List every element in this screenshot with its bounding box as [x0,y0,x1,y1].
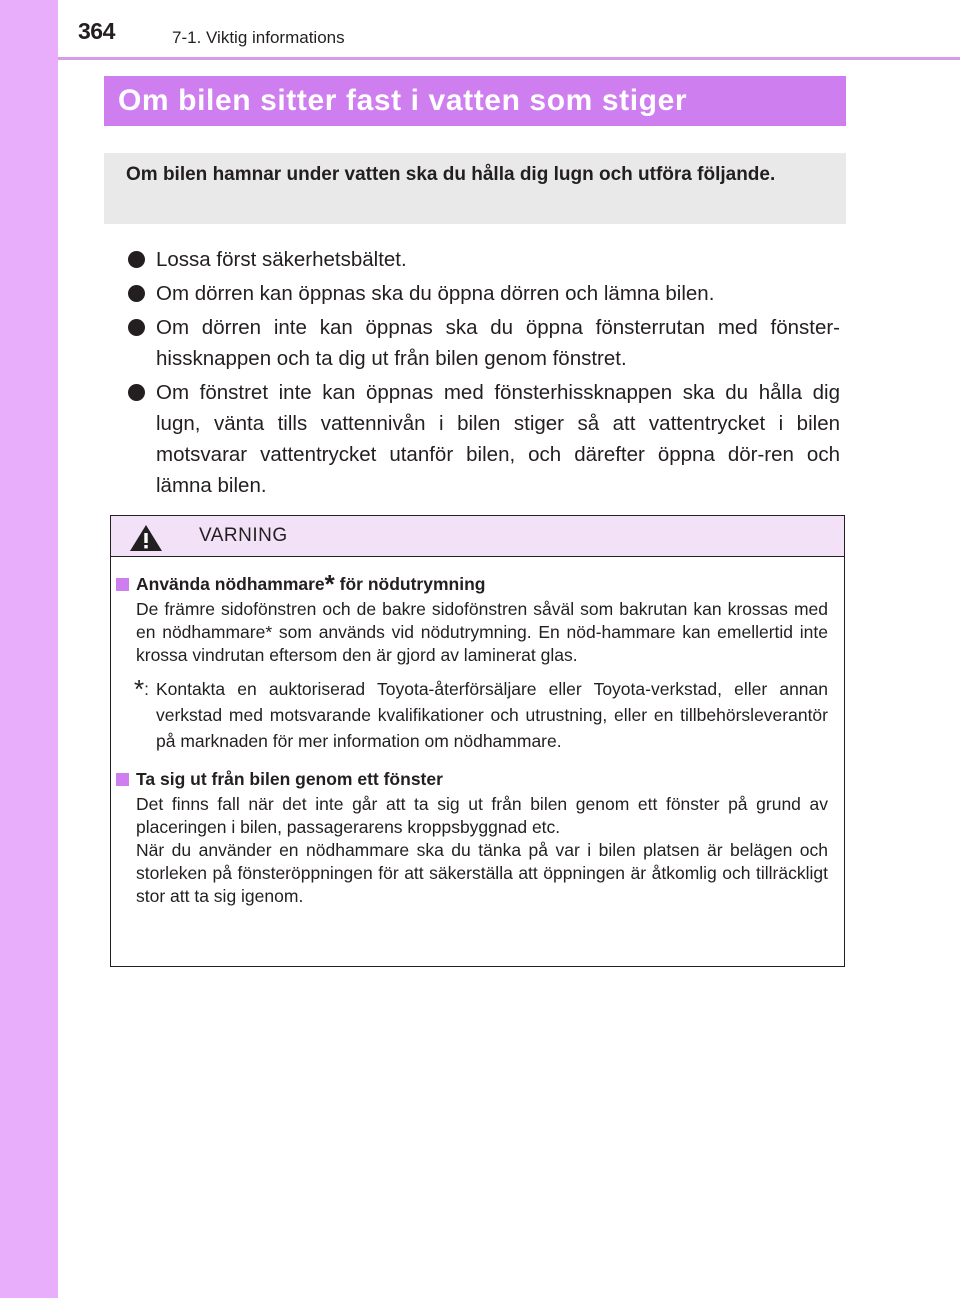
footnote-mark: *: [134,674,149,704]
warning-section-text: De främre sidofönstren och de bakre sidofönstren såväl som bakrutan kan krossas med en nödhammare* som används vid nödutrymning. En nöd-hammare kan emellertid inte krossa vindrutan eftersom den är gjord av laminerat glas. [136,599,828,665]
footnote [136,676,828,754]
warning-box [110,515,845,967]
warning-body [111,569,844,908]
list-item [126,312,840,374]
warning-title: VARNING [199,525,288,546]
side-color-band [0,0,58,1298]
warning-triangle-icon [129,524,163,552]
warning-section-heading [136,569,828,599]
section-label: 7-1. Viktig informations [172,28,345,47]
list-item [126,244,840,275]
bullet-dot-icon [128,251,145,268]
list-item [126,377,840,501]
bullet-dot-icon [128,285,145,302]
warning-header [111,516,844,557]
page-number: 364 [78,18,115,44]
page-title: Om bilen sitter fast i vatten som stiger [118,84,688,117]
heading-text: Använda nödhammare [136,574,325,594]
header-rule [58,57,960,60]
list-item-text: Lossa först säkerhetsbältet. [156,248,407,271]
title-bar [104,76,846,126]
warning-section-text: När du använder en nödhammare ska du tänka på var i bilen platsen är belägen och storleken på fönsteröppningen för att säkerställa att öppningen är åtkomlig och tillräckligt stor att ta sig igenom. [136,840,828,906]
bullet-dot-icon [128,319,145,336]
list-item-text: Om fönstret inte kan öppnas med fönsterhissknappen ska du hålla dig lugn, vänta tills vattennivån i bilen stiger så att vattentrycket i bilen motsvarar vattentrycket utanför bilen, och därefter öppna dör-ren och lämna bilen. [156,381,840,497]
warning-section-text: Det finns fall när det inte går att ta sig ut från bilen genom ett fönster på grund av placeringen i bilen, passagerarens kroppsbyggnad etc. [136,794,828,837]
instruction-list [126,244,840,504]
heading-text-rest: för nödutrymning [334,574,486,594]
intro-box [104,153,846,224]
list-item [126,278,840,309]
warning-section-window-exit [111,768,844,908]
list-item-text: Om dörren inte kan öppnas ska du öppna fönsterrutan med fönster-hissknappen och ta dig ut från bilen genom fönstret. [156,316,840,370]
square-bullet-icon [116,578,129,591]
square-bullet-icon [116,773,129,786]
warning-section-emergency-hammer [111,569,844,754]
asterisk-mark: * [324,569,335,599]
bullet-dot-icon [128,384,145,401]
list-item-text: Om dörren kan öppnas ska du öppna dörren och lämna bilen. [156,282,715,305]
warning-section-heading [136,768,828,791]
intro-text: Om bilen hamnar under vatten ska du hålla dig lugn och utföra följande. [126,164,776,185]
heading-text: Ta sig ut från bilen genom ett fönster [136,769,443,789]
footnote-text: Kontakta en auktoriserad Toyota-återförsäljare eller Toyota-verkstad, eller annan verkstad med motsvarande kvalifikationer och utrustning, eller en tillbehörsleverantör på marknaden för mer information om nödhammare. [156,679,828,751]
